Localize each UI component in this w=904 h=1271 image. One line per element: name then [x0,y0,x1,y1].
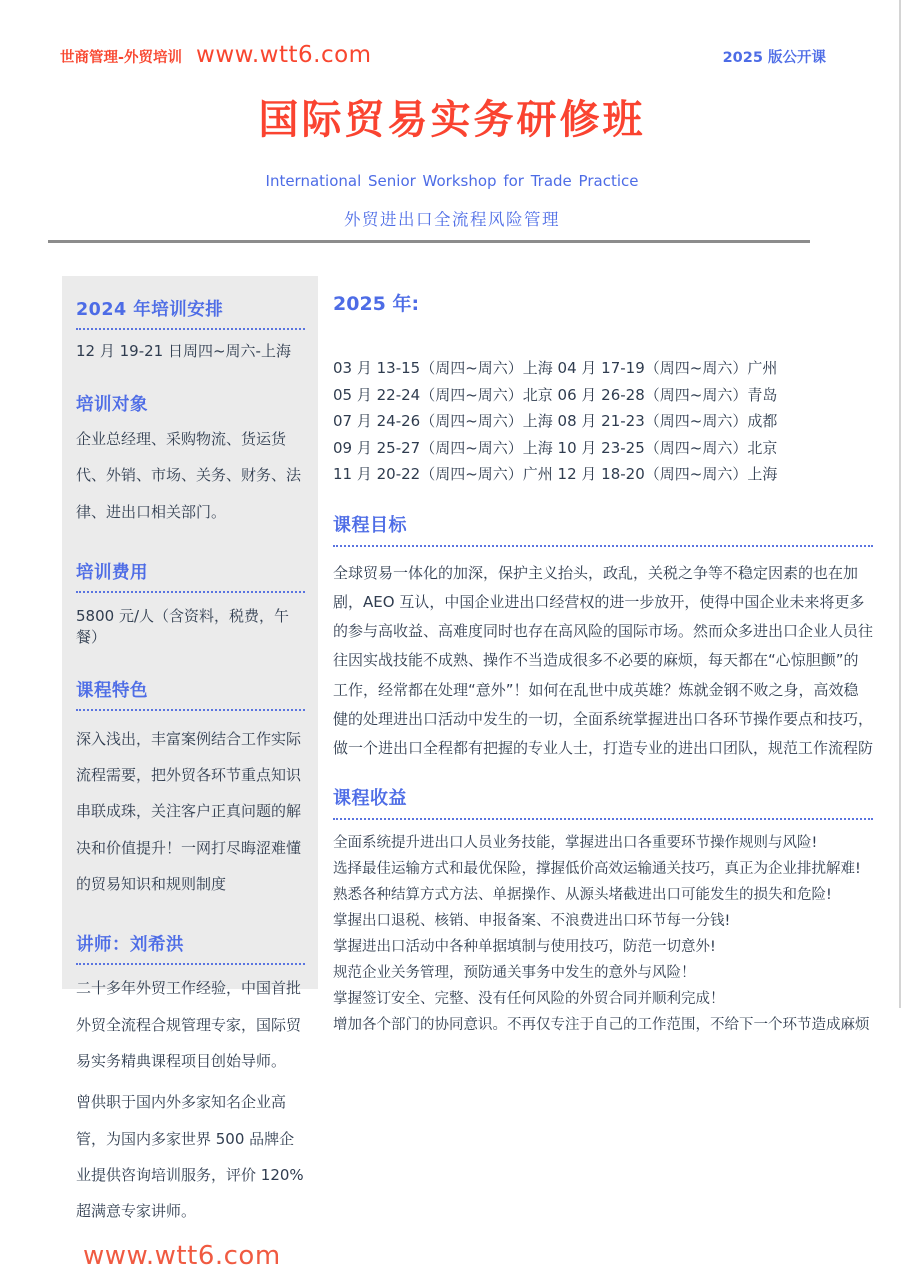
sidebar-website-link[interactable]: www.wtt6.com [83,1241,281,1271]
fee-heading: 培训费用 [76,562,148,583]
lecturer-paragraphs [76,970,305,1229]
audience-heading: 培训对象 [76,395,148,415]
page-right-border [899,0,901,1008]
objectives-heading: 课程目标 [333,514,407,536]
header [0,0,904,68]
sidebar [62,276,318,1271]
website-link[interactable]: www.wtt6.com [196,42,372,68]
sidebar-section-schedule-2024 [76,296,305,362]
schedule-2024-text: 12 月 19-21 日周四~周六-上海 [76,342,291,360]
page-title: 国际贸易实务研修班 [258,97,646,143]
divider-rule [48,240,810,243]
dotted-divider [76,591,305,593]
lecturer-paragraph: 曾供职于国内外多家知名企业高管，为国内多家世界 500 品牌企业提供咨询培训服务，评价 120%超满意专家讲师。 [76,1093,304,1221]
subtitle-english: International Senior Workshop for Trade Practice [265,172,639,190]
benefit-item: 全面系统提升进出口人员业务技能，掌握进出口各重要环节操作规则与风险! [333,835,818,852]
lecturer-paragraph: 二十多年外贸工作经验，中国首批外贸全流程合规管理专家，国际贸易实务精典课程项目创始导师。 [76,979,302,1070]
fee-text: 5800 元/人（含资料，税费，午餐） [76,606,289,646]
main-content [333,276,874,1034]
benefit-item: 掌握进出口活动中各种单据填制与使用技巧，防范一切意外! [333,939,716,956]
features-heading: 课程特色 [76,680,148,701]
schedule-row: 09 月 25-27（周四~周六）上海 10 月 23-25（周四~周六）北京 [333,438,778,457]
schedule-2025-heading: 2025 年: [333,293,420,315]
audience-text: 企业总经理、采购物流、货运货代、外销、市场、关务、财务、法律、进出口相关部门。 [76,430,302,521]
lecturer-heading: 讲师：刘希洪 [76,935,184,956]
section-objectives [333,511,873,764]
objectives-text: 全球贸易一体化的加深，保护主义抬头，政乱，关税之争等不稳定因素的也在加剧，AEO 互认，中国企业进出口经营权的进一步放开，使得中国企业未来将更多的参与高收益、高难度同时也存在高风险的国际市场。然而众多进出口企业人员往往因实战技能不成熟、操作不当造成很多不必要的麻烦，每天都在“心惊胆颤”的工作，经常都在处理“意外”！如何在乱世中成英雄？炼就金钢不败之身，高效稳健的处理进出口活动中发生的一切，全面系统掌握进出口各环节操作要点和技巧，做一个进出口全程都有把握的专业人士，打造专业的进出口团队，规范工作流程防 [333,563,874,758]
dotted-divider [76,328,305,330]
content-columns [62,276,904,1271]
benefit-item: 掌握出口退税、核销、申报备案、不浪费进出口环节每一分钱! [333,913,731,930]
sidebar-section-fee [76,559,305,648]
dotted-divider [76,709,305,711]
benefit-item: 增加各个部门的协同意识。不再仅专注于自己的工作范围，不给下一个环节造成麻烦 [333,1017,870,1034]
sidebar-section-lecturer [76,931,305,1229]
schedule-row: 07 月 24-26（周四~周六）上海 08 月 21-23（周四~周六）成都 [333,412,778,431]
dotted-divider [333,818,873,820]
schedule-row: 05 月 22-24（周四~周六）北京 06 月 26-28（周四~周六）青岛 [333,385,778,404]
section-benefits [333,784,873,1039]
dotted-divider [76,963,305,965]
edition-label: 2025 版公开课 [722,50,826,66]
features-text: 深入浅出，丰富案例结合工作实际流程需要，把外贸各环节重点知识串联成珠，关注客户正真问题的解决和价值提升！一网打尽晦涩难懂的贸易知识和规则制度 [76,729,302,894]
subtitle-chinese: 外贸进出口全流程风险管理 [344,210,560,229]
schedule-2025-list [333,355,873,488]
sidebar-section-features [76,677,305,902]
benefit-item: 掌握签订安全、完整、没有任何风险的外贸合同并顺利完成！ [333,991,725,1008]
sidebar-section-audience [76,391,305,530]
dotted-divider [333,545,873,547]
schedule-2024-heading: 2024 年培训安排 [76,300,224,320]
schedule-row: 11 月 20-22（周四~周六）广州 12 月 18-20（周四~周六）上海 [333,465,778,484]
benefit-item: 选择最佳运输方式和最优保险，撑握低价高效运输通关技巧，真正为企业排扰解难! [333,861,861,878]
schedule-row: 03 月 13-15（周四~周六）上海 04 月 17-19（周四~周六）广州 [333,359,778,377]
benefit-item: 规范企业关务管理，预防通关事务中发生的意外与风险！ [333,965,696,982]
benefits-heading: 课程收益 [333,788,407,810]
brand-label: 世商管理-外贸培训 [60,50,183,66]
benefit-item: 熟悉各种结算方式方法、单据操作、从源头堵截进出口可能发生的损失和危险! [333,887,832,904]
